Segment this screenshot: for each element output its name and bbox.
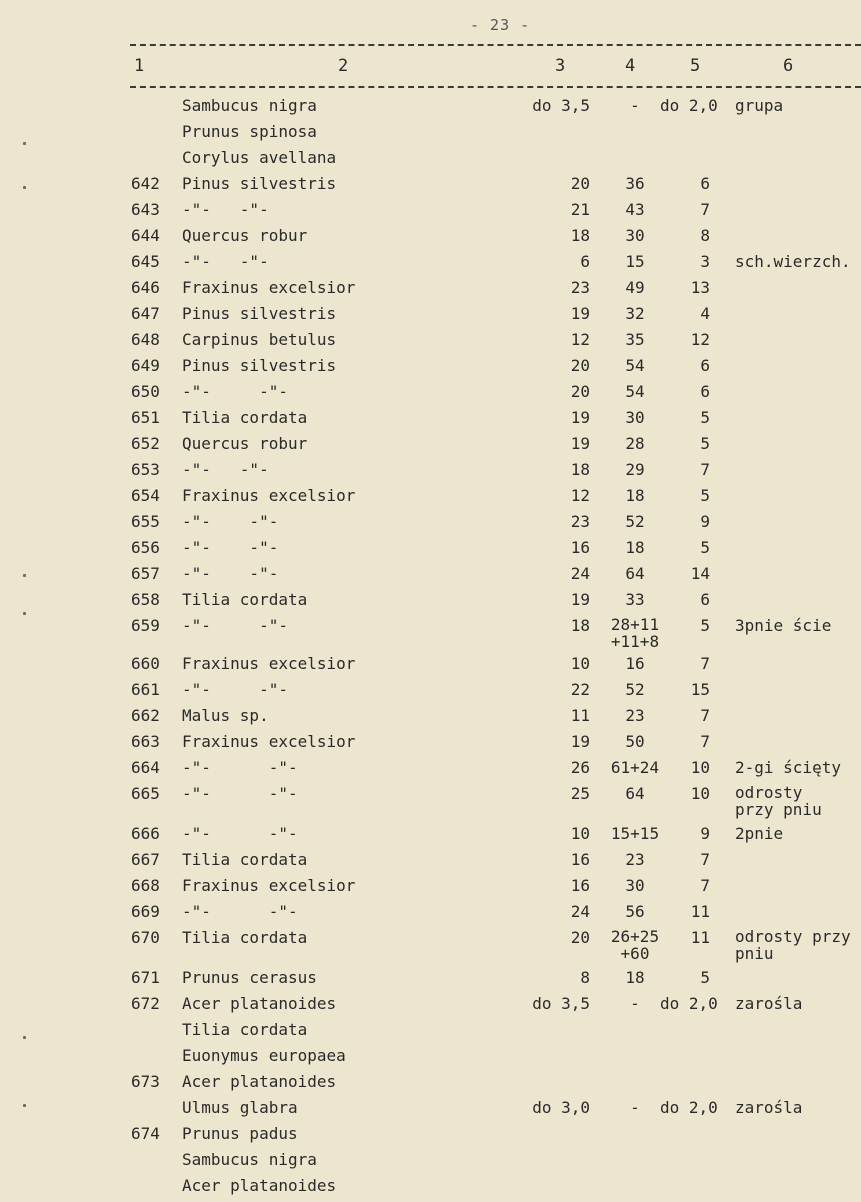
table-row <box>0 278 861 304</box>
table-row <box>0 564 861 590</box>
cell-no: 642 <box>131 174 160 193</box>
cell-c3: 19 <box>570 590 590 609</box>
cell-c4: 15 <box>625 252 645 271</box>
cell-name: Prunus padus <box>182 1124 298 1143</box>
cell-name: Sambucus nigra <box>182 96 317 115</box>
cell-c5: 7 <box>700 850 710 869</box>
cell-name: Fraxinus excelsior <box>182 654 356 673</box>
cell-c3: 19 <box>570 408 590 427</box>
cell-c3: 21 <box>570 200 590 219</box>
cell-name: Prunus cerasus <box>182 968 317 987</box>
cell-no: 643 <box>131 200 160 219</box>
cell-c3: 18 <box>570 226 590 245</box>
cell-c5: 6 <box>700 174 710 193</box>
table-row <box>0 654 861 680</box>
cell-no: 669 <box>131 902 160 921</box>
cell-c5: 9 <box>700 824 710 843</box>
cell-name: -"- -"- <box>182 460 269 479</box>
cell-no: 668 <box>131 876 160 895</box>
margin-mark <box>23 1104 26 1107</box>
cell-c3: do 3,0 <box>532 1098 590 1117</box>
table-row <box>0 304 861 330</box>
cell-name: -"- -"- <box>182 824 298 843</box>
cell-c5: 6 <box>700 382 710 401</box>
cell-no: 649 <box>131 356 160 375</box>
cell-c4: 28+11 +11+8 <box>610 615 660 651</box>
page-number: - 23 - <box>470 16 531 34</box>
cell-name: Malus sp. <box>182 706 269 725</box>
column-header-row <box>0 56 861 82</box>
cell-c5: 15 <box>690 680 710 699</box>
cell-name: -"- -"- <box>182 252 269 271</box>
cell-name: Tilia cordata <box>182 408 308 427</box>
cell-name: Acer platanoides <box>182 1176 337 1195</box>
cell-no: 662 <box>131 706 160 725</box>
cell-c5: 5 <box>700 616 710 635</box>
table-row <box>0 174 861 200</box>
cell-no: 671 <box>131 968 160 987</box>
cell-name: Quercus robur <box>182 434 308 453</box>
cell-c4: 18 <box>625 968 645 987</box>
table-row <box>0 408 861 434</box>
cell-no: 656 <box>131 538 160 557</box>
cell-c5: 5 <box>700 408 710 427</box>
cell-c3: 16 <box>570 876 590 895</box>
table-row <box>0 732 861 758</box>
cell-no: 651 <box>131 408 160 427</box>
margin-mark <box>23 142 26 145</box>
cell-note: zarośla <box>735 1098 803 1117</box>
cell-c3: 10 <box>570 654 590 673</box>
header-bottom-rule <box>130 86 861 88</box>
cell-c5: 11 <box>690 928 710 947</box>
cell-c4: 52 <box>625 512 645 531</box>
cell-c4: 61+24 <box>610 758 660 777</box>
cell-c3: 12 <box>570 486 590 505</box>
cell-c4: 26+25 +60 <box>610 927 660 963</box>
cell-c5: 12 <box>690 330 710 349</box>
cell-no: 650 <box>131 382 160 401</box>
cell-c3: 20 <box>570 928 590 947</box>
cell-no: 673 <box>131 1072 160 1091</box>
cell-c4: 50 <box>625 732 645 751</box>
table-row <box>0 382 861 408</box>
margin-mark <box>23 186 26 189</box>
cell-c4: 18 <box>625 486 645 505</box>
table-row <box>0 758 861 784</box>
cell-note: odrosty przy pniu <box>735 927 851 963</box>
cell-name: Fraxinus excelsior <box>182 732 356 751</box>
column-header-2: 2 <box>338 56 349 76</box>
table-row <box>0 148 861 174</box>
cell-c5: 10 <box>690 758 710 777</box>
header-top-rule <box>130 44 861 46</box>
cell-c3: 25 <box>570 784 590 803</box>
cell-name: Tilia cordata <box>182 1020 308 1039</box>
cell-name: Quercus robur <box>182 226 308 245</box>
cell-c4: 30 <box>625 408 645 427</box>
cell-name: -"- -"- <box>182 382 288 401</box>
table-row <box>0 486 861 512</box>
cell-note: sch.wierzch. <box>735 252 851 271</box>
cell-c4: 43 <box>625 200 645 219</box>
cell-c5: 7 <box>700 706 710 725</box>
cell-c3: 11 <box>570 706 590 725</box>
cell-c3: 18 <box>570 460 590 479</box>
cell-c3: 12 <box>570 330 590 349</box>
cell-name: Sambucus nigra <box>182 1150 317 1169</box>
cell-c5: 9 <box>700 512 710 531</box>
cell-name: -"- -"- <box>182 758 298 777</box>
cell-c3: 23 <box>570 512 590 531</box>
table-row <box>0 927 861 963</box>
table-row <box>0 1072 861 1098</box>
cell-c4: 52 <box>625 680 645 699</box>
cell-no: 647 <box>131 304 160 323</box>
cell-no: 660 <box>131 654 160 673</box>
cell-c3: 8 <box>580 968 590 987</box>
cell-c5: 3 <box>700 252 710 271</box>
cell-no: 654 <box>131 486 160 505</box>
cell-note: odrosty przy pniu <box>735 783 822 819</box>
cell-no: 645 <box>131 252 160 271</box>
cell-c3: 22 <box>570 680 590 699</box>
column-header-3: 3 <box>555 56 566 76</box>
cell-no: 665 <box>131 784 160 803</box>
table-row <box>0 1150 861 1176</box>
cell-name: Corylus avellana <box>182 148 337 167</box>
cell-no: 646 <box>131 278 160 297</box>
cell-c4: 56 <box>625 902 645 921</box>
cell-c4: - <box>630 96 640 115</box>
table-row <box>0 1046 861 1072</box>
cell-c4: 28 <box>625 434 645 453</box>
cell-note: zarośla <box>735 994 803 1013</box>
cell-name: -"- -"- <box>182 616 288 635</box>
table-row <box>0 538 861 564</box>
table-row <box>0 824 861 850</box>
cell-c4: 54 <box>625 356 645 375</box>
cell-no: 674 <box>131 1124 160 1143</box>
table-row <box>0 876 861 902</box>
cell-name: -"- -"- <box>182 564 279 583</box>
cell-no: 658 <box>131 590 160 609</box>
cell-c3: 19 <box>570 434 590 453</box>
cell-name: Carpinus betulus <box>182 330 337 349</box>
cell-c5: 11 <box>690 902 710 921</box>
cell-name: -"- -"- <box>182 200 269 219</box>
cell-c3: 24 <box>570 902 590 921</box>
cell-c5: 10 <box>690 784 710 803</box>
cell-name: -"- -"- <box>182 680 288 699</box>
cell-no: 652 <box>131 434 160 453</box>
cell-name: Fraxinus excelsior <box>182 278 356 297</box>
cell-c3: 23 <box>570 278 590 297</box>
column-header-1: 1 <box>134 56 145 76</box>
table-row <box>0 783 861 819</box>
cell-c4: 30 <box>625 876 645 895</box>
cell-no: 653 <box>131 460 160 479</box>
cell-c4: 36 <box>625 174 645 193</box>
cell-c3: 20 <box>570 382 590 401</box>
cell-c3: 24 <box>570 564 590 583</box>
cell-c4: 30 <box>625 226 645 245</box>
cell-c5: 8 <box>700 226 710 245</box>
cell-c3: 6 <box>580 252 590 271</box>
cell-no: 661 <box>131 680 160 699</box>
cell-c3: 19 <box>570 732 590 751</box>
table-row <box>0 590 861 616</box>
cell-c3: 19 <box>570 304 590 323</box>
table-row <box>0 226 861 252</box>
cell-no: 663 <box>131 732 160 751</box>
cell-c3: 20 <box>570 174 590 193</box>
cell-c4: 23 <box>625 850 645 869</box>
cell-name: -"- -"- <box>182 538 279 557</box>
cell-c5: 5 <box>700 434 710 453</box>
table-row <box>0 96 861 122</box>
table-row <box>0 1124 861 1150</box>
cell-c3: 16 <box>570 850 590 869</box>
table-row <box>0 902 861 928</box>
cell-name: Pinus silvestris <box>182 304 337 323</box>
cell-name: Acer platanoides <box>182 994 337 1013</box>
table-row <box>0 1020 861 1046</box>
margin-mark <box>23 574 26 577</box>
cell-c4: 16 <box>625 654 645 673</box>
cell-c5: 7 <box>700 732 710 751</box>
cell-c4: 23 <box>625 706 645 725</box>
table-row <box>0 330 861 356</box>
cell-c3: 20 <box>570 356 590 375</box>
cell-c5: 4 <box>700 304 710 323</box>
table-row <box>0 122 861 148</box>
margin-mark <box>23 612 26 615</box>
cell-name: Ulmus glabra <box>182 1098 298 1117</box>
cell-c3: 16 <box>570 538 590 557</box>
table-row <box>0 434 861 460</box>
cell-no: 657 <box>131 564 160 583</box>
cell-c5: do 2,0 <box>660 96 718 115</box>
cell-c4: - <box>630 994 640 1013</box>
table-row <box>0 252 861 278</box>
cell-c5: 13 <box>690 278 710 297</box>
cell-no: 648 <box>131 330 160 349</box>
table-row <box>0 1098 861 1124</box>
cell-name: Pinus silvestris <box>182 356 337 375</box>
cell-name: Tilia cordata <box>182 590 308 609</box>
cell-c3: do 3,5 <box>532 96 590 115</box>
cell-name: -"- -"- <box>182 902 298 921</box>
cell-c4: 35 <box>625 330 645 349</box>
cell-c3: do 3,5 <box>532 994 590 1013</box>
cell-name: Tilia cordata <box>182 928 308 947</box>
table-row <box>0 706 861 732</box>
cell-c3: 18 <box>570 616 590 635</box>
cell-c4: 15+15 <box>610 824 660 843</box>
cell-note: grupa <box>735 96 784 115</box>
cell-c5: 5 <box>700 538 710 557</box>
cell-c3: 10 <box>570 824 590 843</box>
column-header-4: 4 <box>625 56 636 76</box>
cell-c4: 33 <box>625 590 645 609</box>
cell-c5: 6 <box>700 590 710 609</box>
cell-name: -"- -"- <box>182 512 279 531</box>
column-header-6: 6 <box>783 56 794 76</box>
table-row <box>0 1176 861 1202</box>
table-row <box>0 680 861 706</box>
cell-c5: 7 <box>700 200 710 219</box>
cell-no: 664 <box>131 758 160 777</box>
cell-no: 667 <box>131 850 160 869</box>
margin-mark <box>23 1036 26 1039</box>
cell-name: Euonymus europaea <box>182 1046 346 1065</box>
cell-c5: 7 <box>700 654 710 673</box>
cell-name: Tilia cordata <box>182 850 308 869</box>
cell-no: 670 <box>131 928 160 947</box>
cell-c5: do 2,0 <box>660 1098 718 1117</box>
cell-no: 672 <box>131 994 160 1013</box>
cell-name: Fraxinus excelsior <box>182 876 356 895</box>
cell-c4: - <box>630 1098 640 1117</box>
cell-name: Prunus spinosa <box>182 122 317 141</box>
cell-no: 644 <box>131 226 160 245</box>
table-row <box>0 615 861 651</box>
cell-c3: 26 <box>570 758 590 777</box>
cell-note: 2pnie <box>735 824 784 843</box>
cell-c4: 32 <box>625 304 645 323</box>
cell-c4: 29 <box>625 460 645 479</box>
cell-c5: 14 <box>690 564 710 583</box>
table-row <box>0 200 861 226</box>
table-row <box>0 968 861 994</box>
table-row <box>0 512 861 538</box>
cell-note: 3pnie ście <box>735 616 832 635</box>
cell-c5: 6 <box>700 356 710 375</box>
cell-name: Fraxinus excelsior <box>182 486 356 505</box>
column-header-5: 5 <box>690 56 701 76</box>
table-row <box>0 460 861 486</box>
table-row <box>0 994 861 1020</box>
cell-no: 666 <box>131 824 160 843</box>
cell-c5: 7 <box>700 460 710 479</box>
table-row <box>0 850 861 876</box>
cell-no: 655 <box>131 512 160 531</box>
cell-c4: 54 <box>625 382 645 401</box>
cell-name: Pinus silvestris <box>182 174 337 193</box>
cell-c5: 5 <box>700 486 710 505</box>
table-row <box>0 356 861 382</box>
cell-c4: 18 <box>625 538 645 557</box>
cell-note: 2-gi ścięty <box>735 758 841 777</box>
cell-c5: do 2,0 <box>660 994 718 1013</box>
cell-c4: 49 <box>625 278 645 297</box>
cell-c4: 64 <box>625 564 645 583</box>
cell-no: 659 <box>131 616 160 635</box>
cell-name: Acer platanoides <box>182 1072 337 1091</box>
cell-c4: 64 <box>625 784 645 803</box>
cell-c5: 5 <box>700 968 710 987</box>
cell-c5: 7 <box>700 876 710 895</box>
cell-name: -"- -"- <box>182 784 298 803</box>
